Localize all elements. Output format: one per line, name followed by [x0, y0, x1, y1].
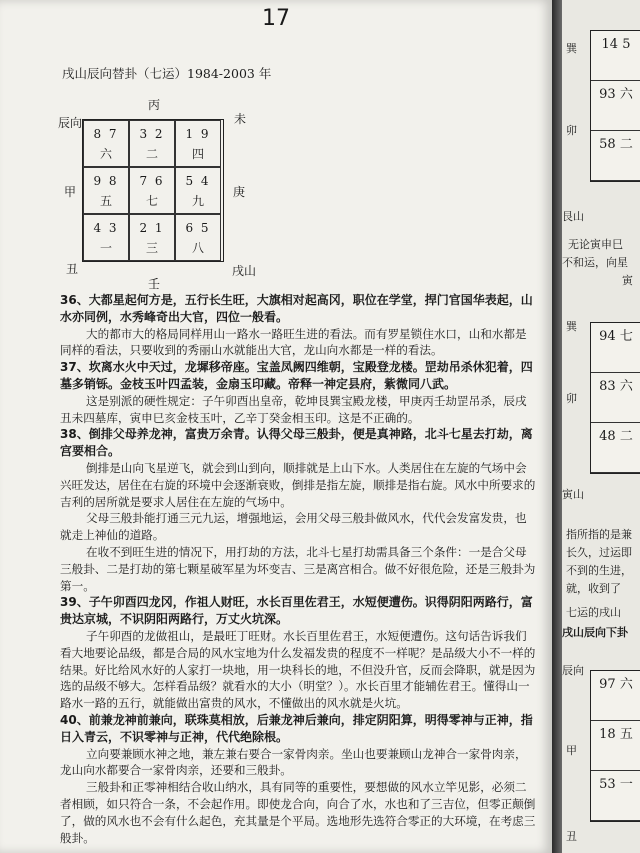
facing-chart-cell: 83 六 — [591, 373, 640, 423]
facing-text: 七运的戌山 — [566, 606, 621, 619]
commentary-38a: 倒排是山向飞星逆飞，就会到山到向，顺排就是上山下水。人类居住在左旋的气场中会兴旺发达，居住在右旋的环境中会逐渐衰败，倒排是指左旋，顺排是指右旋。风水中所要求的吉利的居所就是要求人居住在左旋的气场中。 — [60, 460, 536, 509]
verse-38: 38、倒排父母养龙神，富贵万余青。认得父母三般卦，便是真神路，北斗七星去打劫，离宫要相合。 — [60, 427, 533, 459]
facing-chart-cell: 53 一 — [591, 771, 640, 821]
facing-chart-cell: 93 六 — [591, 81, 640, 131]
flying-star-chart — [82, 119, 224, 262]
book-gutter — [552, 0, 562, 853]
chart-cell: 2 1 三 — [129, 214, 175, 261]
facing-label: 巽 — [566, 320, 577, 333]
facing-chart-cell: 97 六 — [591, 671, 640, 721]
direction-label-chou: 丑 — [66, 262, 79, 276]
facing-text: 就，收到了 — [566, 582, 621, 595]
commentary-37: 这是别派的硬性规定：子午卯酉出皇帝，乾坤艮巽宝殿龙楼，甲庚丙壬劫罡吊杀，辰戌丑未四墓库，寅申巳亥金枝玉叶，乙辛丁癸金相玉印。这是不正确的。 — [60, 393, 527, 425]
facing-chart-1 — [590, 30, 640, 182]
verse-36: 36、大都星起何方是，五行长生旺，大旗相对起高冈，职位在学堂，捍门官国华表起，山水亦同例，水秀峰奇出大官，四位一般看。 — [60, 293, 533, 324]
facing-page — [562, 0, 640, 853]
chart-cell: 7 6 七 — [129, 167, 175, 214]
facing-chart-cell: 58 二 — [591, 131, 640, 181]
direction-label-bing: 丙 — [148, 98, 161, 112]
facing-text: 寅 — [622, 274, 633, 287]
facing-text: 指所指的是兼 — [566, 528, 632, 541]
chart-cell: 1 9 四 — [175, 120, 221, 167]
direction-label-wei: 未 — [234, 112, 247, 126]
commentary-40a: 立向要兼顾水神之地，兼左兼右要合一家骨肉亲。坐山也要兼顾山龙神合一家骨肉亲，龙山向水都要合一家骨肉亲，还要和三般卦。 — [60, 746, 527, 778]
verse-39: 39、子午卯酉四龙冈，作祖人财旺，水长百里佐君王，水短便遭伤。识得阴阳两路行，富贵达京城，不识阴阳两路行，万丈火坑深。 — [60, 595, 533, 627]
verse-37: 37、坎离水火中天过，龙墀移帝座。宝盖凤阙四维朝，宝殿登龙楼。罡劫吊杀休犯着，四墓多销铄。金枝玉叶四孟装，金扇玉印藏。帝释一神定县府，紫微同八武。 — [60, 360, 533, 391]
facing-label: 巽 — [566, 42, 577, 55]
facing-label: 卯 — [566, 124, 577, 137]
direction-label-jia: 甲 — [64, 185, 77, 199]
body-text — [60, 292, 538, 846]
facing-label: 甲 — [566, 744, 577, 757]
facing-chart-cell: 94 七 — [591, 323, 640, 373]
direction-label-ren: 壬 — [148, 277, 161, 291]
commentary-40b: 三般卦和正零神相结合收山纳水，具有同等的重要性，要想做的风水立竿见影，必须二者相顾，如只符合一条，不会起作用。即使龙合向，向合了水，水也和了三吉位，但零正颠倒了，做的风水也不会有什么起色，充其量是个平局。选地形先选符合零正的大环境，在考虑三般卦。 — [60, 780, 536, 845]
diagram-title: 戌山辰向替卦（七运）1984-2003 年 — [62, 66, 272, 81]
commentary-39: 子午卯酉的龙做祖山，是最旺丁旺财。水长百里佐君王，水短便遭伤。这句话告诉我们看大地要论品级，都是合局的风水宝地为什么发福发贵的程度不一样呢？是品级大小不一样的结果。好比给风水好的人家打一块地，用一块科长的地，不但没升官，反而会降职，就是因为选的品级不够大。怎样看品级？就看水的大小（明堂？）。水长百里才能辅佐君王。懂得山一路水一路的五行，就能做出富贵的风水，不懂做出的风水就是火坑。 — [60, 628, 536, 711]
facing-chart-cell: 18 五 — [591, 721, 640, 771]
facing-label: 卯 — [566, 392, 577, 405]
facing-label: 丑 — [566, 830, 577, 843]
chart-cell: 8 7 六 — [83, 120, 129, 167]
direction-label-geng: 庚 — [233, 185, 246, 199]
facing-text: 长久，过运即 — [566, 546, 632, 559]
facing-text: 不和运，向星 — [562, 256, 628, 269]
chart-cell: 3 2 二 — [129, 120, 175, 167]
facing-text: 不到的生进， — [566, 564, 632, 577]
commentary-38b: 父母三般卦能打通三元九运，增强地运，会用父母三般卦做风水，代代会发富发贵，也就走上神仙的道路。 — [60, 511, 527, 543]
chart-cell: 4 3 一 — [83, 214, 129, 261]
chart-cell: 5 4 九 — [175, 167, 221, 214]
facing-chart-cell: 14 5 — [591, 31, 640, 81]
direction-label-chenxiang: 辰向 — [58, 116, 83, 130]
facing-text: 无论寅申巳 — [568, 238, 623, 251]
commentary-36: 大的都市大的格局同样用山一路水一路旺生进的看法。而有罗星锁住水口，山和水都是同样的看法，只要收到的秀丽山水就能出大官，龙山向水都是一样的看法。 — [60, 326, 527, 358]
verse-40: 40、前兼龙神前兼向，联珠莫相放，后兼龙神后兼向，排定阴阳算，明得零神与正神，指日入青云，不识零神与正神，代代绝除根。 — [60, 712, 533, 744]
facing-label: 艮山 — [562, 210, 584, 223]
direction-label-xushan: 戌山 — [232, 264, 257, 278]
facing-chart-cell: 48 二 — [591, 423, 640, 473]
facing-label: 寅山 — [562, 488, 584, 501]
facing-chart-3 — [590, 670, 640, 822]
chart-cell: 6 5 八 — [175, 214, 221, 261]
facing-text: 戌山辰向下卦 — [562, 626, 628, 639]
commentary-38c: 在收不到旺生进的情况下，用打劫的方法，北斗七星打劫需具备三个条件：一是合父母三般卦、二是打劫的第七颗星破军星为坏变吉、三是离宫相合。做不好很危险，还是三般卦为第一。 — [60, 544, 536, 593]
facing-label: 辰向 — [562, 664, 584, 677]
page-number: 17 — [262, 6, 290, 31]
facing-chart-2 — [590, 322, 640, 474]
chart-cell: 9 8 五 — [83, 167, 129, 214]
